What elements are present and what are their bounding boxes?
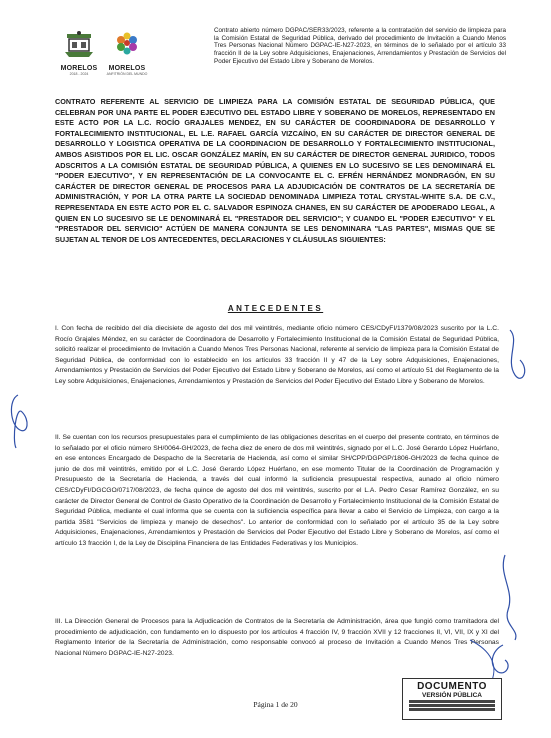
signature-initial-left [11, 395, 27, 448]
signature-initial-right-top [510, 330, 525, 378]
contract-header: Contrato abierto número DGPAC/SER33/2023, referente a la contratación del servicio de limpieza para la Comisión Estatal de Seguridad Pública, derivado del procedimiento de Invitación a Cuando Menos Tres Personas Nacional Número DGPAC-IE-N27-2023, en términos de lo señalado por el artículo 33 fracción II de la Ley sobre Adquisiciones, Enajenaciones, Arrendamientos y Prestación de Servicios del Poder Ejecutivo del Estado Libre y Soberano de Morelos. [214, 27, 506, 65]
badge-title: DOCUMENTO [417, 681, 487, 692]
logo-right-sub: ANFITRIÓN DEL MUNDO [106, 72, 148, 76]
paragraph-1: I. Con fecha de recibido del día diecisiete de agosto del dos mil veintitrés, mediante oficio número CES/CDyFI/1379/08/2023 suscrito por la L.C. Rocío Grajales Méndez, en su carácter de Coordinadora de Desarrollo y Fortalecimiento Institucional de la Comisión Estatal de Seguridad Pública, solicitó realizar el procedimiento de Invitación a Cuando Menos Tres Personas Nacional, referente al servicio de limpieza para la Comisión Estatal de Seguridad Pública, de conformidad con lo establecido en los artículos 33 fracción II y 47 de la Ley sobre Adquisiciones, Enajenaciones, Arrendamientos y Prestación de Servicios del Poder Ejecutivo del Estado Libre y Soberano de Morelos, así como el artículo 51 del Reglamento de la Ley sobre Adquisiciones, Enajenaciones, Arrendamientos y Prestación de Servicios del Poder Ejecutivo del Estado Libre y Soberano de Morelos. [55, 325, 499, 385]
logo-right-text: MORELOS [108, 65, 146, 72]
contract-title: CONTRATO REFERENTE AL SERVICIO DE LIMPIEZA PARA LA COMISIÓN ESTATAL DE SEGURIDAD PÚBLICA, QUE CELEBRAN POR UNA PARTE EL PODER EJECUTIVO DEL ESTADO LIBRE Y SOBERANO DE MORELOS, REPRESENTADO EN ESTE ACTO POR LA L.C. ROCÍO GRAJALES MENDEZ, EN SU CARÁCTER DE COORDINADORA DE DESARROLLO Y FORTALECIMIENTO INSTITUCIONAL, EL L.E. RAFAEL GARCÍA VIZCAÍNO, EN SU CARÁCTER DE DIRECTOR GENERAL DE DESARROLLO Y LOGISTICA OPERATIVA DE LA COORDINACION DE DESARROLLO Y FORTALECIMIENTO INSTITUCIONAL, AMBOS ASISTIDOS POR EL LIC. OSCAR GONZÁLEZ MARÍN, EN SU CARÁCTER DE DIRECTOR GENERAL JURIDICO, TODOS ADSCRITOS A LA COMISIÓN ESTATAL DE SEGURIDAD PÚBLICA, A QUIENES EN LO SUCESIVO SE LES DENOMINARÁ EL "PODER EJECUTIVO", Y EN REPRESENTACIÓN DE LA CONVOCANTE EL C. EFRÉN HERNÁNDEZ MONDRAGÓN, EN SU CARÁCTER DE DIRECTOR GENERAL DE PROCESOS PARA LA ADJUDICACIÓN DE CONTRATOS DE LA SECRETARÍA DE ADMINISTRACIÓN, Y POR LA OTRA PARTE LA SOCIEDAD DENOMINADA LIMPIEZA TOTAL CRYSTAL-WHITE S.A. DE C.V., REPRESENTADA EN ESTE ACTO POR EL C. SALVADOR ESPINOZA CHANES, EN SU CARÁCTER DE APODERADO LEGAL, A QUIEN EN LO SUCESIVO SE LE DENOMINARÁ EL "PRESTADOR DEL SERVICIO"; Y CUANDO EL "PODER EJECUTIVO" Y EL "PRESTADOR DEL SERVICIO" ACTÚEN DE MANERA CONJUNTA SE LES DENOMINARA "LAS PARTES", MISMAS QUE SE SUJETAN AL TENOR DE LOS ANTECEDENTES, DECLARACIONES Y CLÁUSULAS SIGUIENTES: [55, 97, 495, 244]
logo-left-sub: 2018 - 2024 [69, 72, 89, 76]
signature-initial-right-mid [503, 555, 516, 640]
page-number: Página 1 de 20 [253, 700, 298, 709]
signature-initial-right-low [492, 645, 508, 673]
badge-subtitle: VERSIÓN PÚBLICA [422, 692, 482, 699]
logo-left-text: MORELOS [60, 65, 98, 72]
public-version-badge [402, 678, 502, 720]
paragraph-2: II. Se cuentan con los recursos presupuestales para el cumplimiento de las obligaciones descritas en el cuerpo del presente contrato, en términos de lo señalado por el oficio número SH/0064-GH/2023, de fecha diez de enero de dos mil veintitrés, signado por el L.C. José Gerardo López Huérfano, en ese entonces Encargado de Despacho de la Secretaría de Hacienda, así como el similar SH/CPP/DGPGP/1806-GH/2023 de fecha quince de junio de dos mil veintitrés, emitido por el L.C. José Gerardo López Huérfano, en ese momento Titular de la Coordinación de Programación y Presupuesto de la Secretaría de Hacienda, a través del cual informó la suficiencia presupuestal respectiva, aunado al oficio número CES/CDyFI/DGCGO/0717/08/2023, de fecha quince de agosto del dos mil veintitrés, suscrito por el L.A. Pedro Cesar Ramírez González, en su carácter de Director General de Control de Gasto Operativo de la Coordinación de Desarrollo y Fortalecimiento Institucional de la Comisión Estatal de Seguridad Pública, mediante el cual informa que se cuenta con la suficiencia específica para llevar a cabo el Servicio de Limpieza, con cargo a la partida 3581 "Servicios de limpieza y manejo de desechos". Lo anterior de conformidad con lo señalado por el artículo 35 de la Ley sobre Adquisiciones, Enajenaciones, Arrendamientos y Prestación de Servicios del Poder Ejecutivo del Estado Libre y Soberano de Morelos, así como el artículo 13 fracción I, de la Ley de Disciplina Financiera de las Entidades Federativas y los Municipios. [55, 434, 499, 547]
section-heading: ANTECEDENTES [227, 304, 324, 313]
paragraph-3: III. La Dirección General de Procesos para la Adjudicación de Contratos de la Secretaría de Administración, área que fungió como tramitadora del procedimiento de adjudicación, con fundamento en lo dispuesto por los artículos 4 fracción IV, 9 fracción XVII y 12 fracciones II, VI, VII, IX y XI del Reglamento Interior de la Secretaría de Administración, como responsable convocó al proceso de Invitación a Cuando Menos Tres Personas Nacional Número DGPAC-IE-N27-2023. [55, 618, 499, 657]
